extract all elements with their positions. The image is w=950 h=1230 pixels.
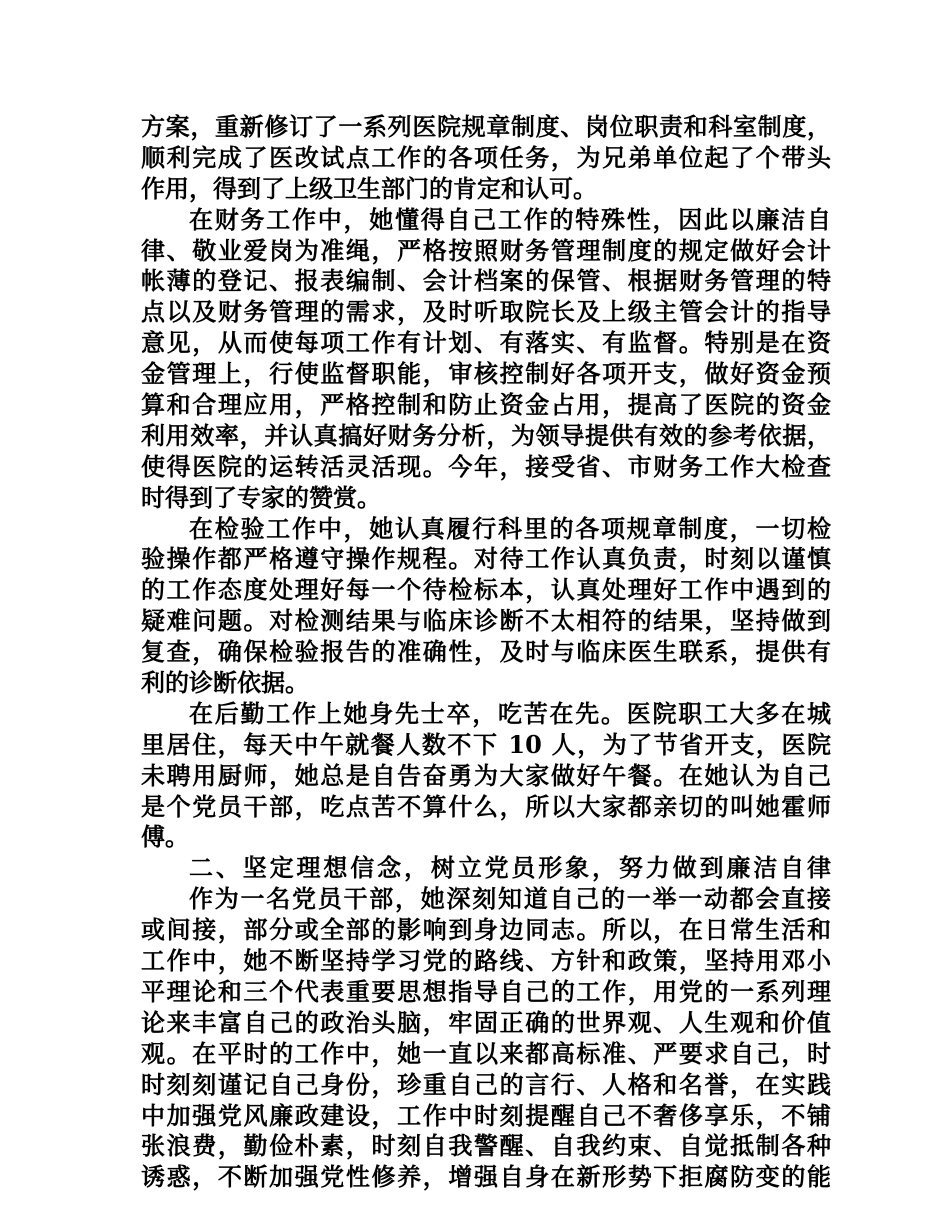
text-line: 中加强党风廉政建设，工作中时刻提醒自己不奢侈享乐，不铺: [141, 1100, 831, 1130]
document-body: [141, 112, 831, 1193]
text-line: 算和合理应用，严格控制和防止资金占用，提高了医院的资金: [141, 390, 831, 420]
text-line: 时刻刻谨记自己身份，珍重自己的言行、人格和名誉，在实践: [141, 1069, 831, 1099]
text-line: 在财务工作中，她懂得自己工作的特殊性，因此以廉洁自: [189, 204, 831, 234]
text-line: 未聘用厨师，她总是自告奋勇为大家做好午餐。在她认为自己: [141, 760, 831, 790]
text-line: 方案，重新修订了一系列医院规章制度、岗位职责和科室制度，: [141, 112, 831, 141]
text-line: 里居住，每天中午就餐人数不下 10 人，为了节省开支，医院: [141, 729, 831, 759]
text-line: 张浪费，勤俭朴素，时刻自我警醒、自我约束、自觉抵制各种: [141, 1131, 831, 1161]
text-line: 时得到了专家的赞赏。: [141, 482, 381, 512]
text-line: 帐薄的登记、报表编制、会计档案的保管、根据财务管理的特: [141, 266, 831, 296]
text-line: 复查，确保检验报告的准确性，及时与临床医生联系，提供有: [141, 637, 831, 667]
text-line: 使得医院的运转活灵活现。今年，接受省、市财务工作大检查: [141, 451, 831, 481]
text-line: 意见，从而使每项工作有计划、有落实、有监督。特别是在资: [141, 328, 831, 358]
text-line: 二、坚定理想信念，树立党员形象，努力做到廉洁自律: [189, 853, 831, 883]
text-line: 利的诊断依据。: [141, 668, 309, 698]
text-line: 作为一名党员干部，她深刻知道自己的一举一动都会直接: [189, 884, 831, 914]
text-line: 工作中，她不断坚持学习党的路线、方针和政策，坚持用邓小: [141, 946, 831, 976]
text-line: 顺利完成了医改试点工作的各项任务，为兄弟单位起了个带头: [141, 142, 831, 172]
text-line: 利用效率，并认真搞好财务分析，为领导提供有效的参考依据，: [141, 420, 831, 450]
text-line: 论来丰富自己的政治头脑，牢固正确的世界观、人生观和价值: [141, 1007, 831, 1037]
text-line: 观。在平时的工作中，她一直以来都高标准、严要求自己，时: [141, 1038, 831, 1068]
text-line: 验操作都严格遵守操作规程。对待工作认真负责，时刻以谨慎: [141, 544, 831, 574]
text-line: 的工作态度处理好每一个待检标本，认真处理好工作中遇到的: [141, 575, 831, 605]
text-line: 在检验工作中，她认真履行科里的各项规章制度，一切检: [189, 513, 831, 543]
text-line: 律、敬业爱岗为准绳，严格按照财务管理制度的规定做好会计: [141, 235, 831, 265]
text-line: 疑难问题。对检测结果与临床诊断不太相符的结果，坚持做到: [141, 606, 831, 636]
text-line: 金管理上，行使监督职能，审核控制好各项开支，做好资金预: [141, 359, 831, 389]
text-line: 或间接，部分或全部的影响到身边同志。所以，在日常生活和: [141, 915, 831, 945]
text-line: 在后勤工作上她身先士卒，吃苦在先。医院职工大多在城: [189, 698, 831, 728]
text-line: 作用，得到了上级卫生部门的肯定和认可。: [141, 173, 597, 203]
text-line: 点以及财务管理的需求，及时听取院长及上级主管会计的指导: [141, 297, 831, 327]
text-line: 诱惑，不断加强党性修养，增强自身在新形势下拒腐防变的能: [141, 1162, 831, 1192]
text-line: 是个党员干部，吃点苦不算什么，所以大家都亲切的叫她霍师: [141, 791, 831, 821]
text-line: 平理论和三个代表重要思想指导自己的工作，用党的一系列理: [141, 976, 831, 1006]
text-line: 傅。: [141, 822, 189, 852]
